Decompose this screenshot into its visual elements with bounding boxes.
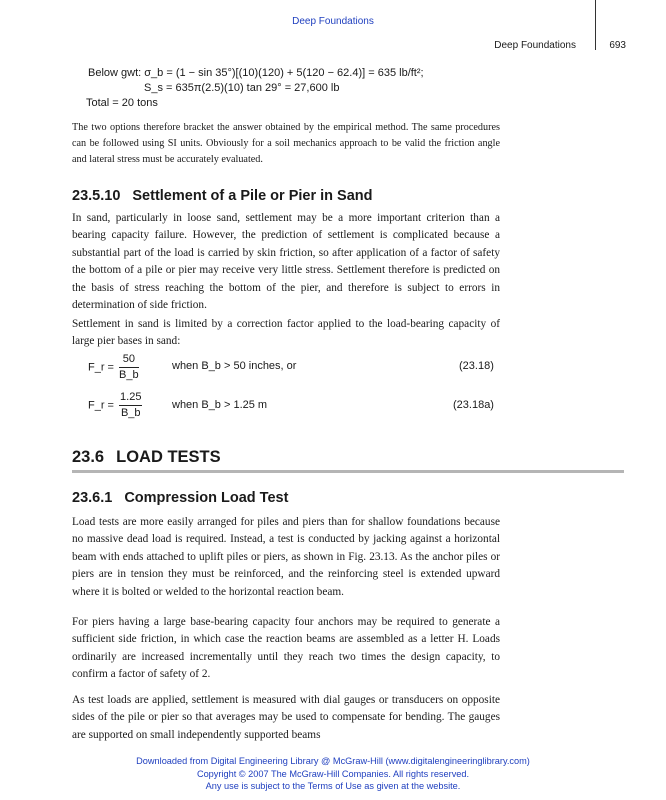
paragraph-settlement: In sand, particularly in loose sand, settlement may be a more important criterion than a bearing capacity failure. However, the prediction of settlement is complicated because a substantial part of the load is carried by skin friction, so after application of a factor of safety the bottom of a pile or pier may receive very little stress. Settlement therefore is predicted on the basis of stress reaching the bottom of the pier, and therefore is subject to errors in determination of side friction. bbox=[72, 212, 500, 312]
denominator: B_b bbox=[119, 369, 139, 381]
section-number: 23.5.10 bbox=[72, 188, 121, 204]
chapter-header: Deep Foundations bbox=[292, 16, 374, 27]
section-number: 23.6.1 bbox=[72, 490, 113, 506]
section-title: Compression Load Test bbox=[124, 490, 289, 506]
section-number: 23.6 bbox=[72, 448, 105, 466]
equation-23-18 bbox=[88, 352, 139, 383]
equation-23-18-condition: when B_b > 50 inches, or bbox=[172, 360, 297, 372]
equation-sigma-b bbox=[88, 67, 424, 79]
paragraph-correction: Settlement in sand is limited by a correction factor applied to the load-bearing capacity of large pier bases in sand: bbox=[72, 318, 500, 348]
equation-23-18-label: (23.18) bbox=[459, 360, 494, 372]
footer-download-line: Downloaded from Digital Engineering Library @ McGraw-Hill (www.digitalengineeringlibrary.com) bbox=[136, 756, 530, 766]
paragraph-large-piers: For piers having a large base-bearing capacity four anchors may be required to generate a sufficient side friction, in which case the reaction beams are assembled as a letter H. Loads ordinarily are increased incrementally until they reach two times the design capacity, to confirm a factor of safety of 2. bbox=[72, 616, 500, 681]
numerator: 1.25 bbox=[119, 390, 142, 406]
equation-23-18a-condition: when B_b > 1.25 m bbox=[172, 399, 268, 411]
sigma-b-expression: σ_b = (1 − sin 35°)[(10)(120) + 5(120 − 62.4)] = 635 lb/ft²; bbox=[144, 67, 424, 79]
footer bbox=[0, 755, 666, 793]
footer-terms-line: Any use is subject to the Terms of Use as given at the website. bbox=[205, 781, 461, 791]
section-heading-23-6 bbox=[72, 448, 221, 467]
section-title: LOAD TESTS bbox=[116, 448, 221, 466]
paragraph-load-tests: Load tests are more easily arranged for piles and piers than for shallow foundations because no massive dead load is required. Instead, a test is conducted by jacking against a horizontal beam with ends attached to uplift piles or piers, as shown in Fig. 23.13. As the anchor piles or piers are in tension they must be reinforced, and the reinforcing steel is extended upward where it is bolted or welded to the horizontal reaction beam. bbox=[72, 516, 500, 598]
header-divider bbox=[595, 0, 596, 50]
equation-total: Total = 20 tons bbox=[86, 97, 158, 109]
footer-copyright-line: Copyright © 2007 The McGraw-Hill Companies. All rights reserved. bbox=[196, 768, 470, 779]
fraction bbox=[119, 390, 142, 421]
section-heading-23-5-10 bbox=[72, 188, 373, 204]
fr-lhs: F_r = bbox=[88, 399, 114, 412]
numerator: 50 bbox=[119, 352, 139, 368]
denominator: B_b bbox=[120, 407, 141, 419]
paragraph-settlement-measure: As test loads are applied, settlement is measured with dial gauges or transducers on opposite sides of the pile or pier so that averages may be used to compensate for bending. The gauges are supported on small independently supported beams bbox=[72, 694, 500, 741]
equation-ss: S_s = 635π(2.5)(10) tan 29° = 27,600 lb bbox=[144, 82, 340, 94]
intro-paragraph: The two options therefore bracket the answer obtained by the empirical method. The same procedures can be followed using SI units. Obviously for a soil mechanics approach to be valid the friction angle and lateral stress must be accurately evaluated. bbox=[72, 122, 500, 165]
fraction bbox=[119, 352, 139, 383]
section-heading-23-6-1 bbox=[72, 490, 288, 506]
fr-lhs: F_r = bbox=[88, 361, 114, 374]
below-gwt-label: Below gwt: bbox=[88, 67, 142, 79]
equation-23-18a bbox=[88, 390, 142, 421]
equation-23-18a-label: (23.18a) bbox=[453, 399, 494, 411]
page-number: 693 bbox=[609, 40, 626, 51]
running-head: Deep Foundations bbox=[494, 40, 576, 51]
section-title: Settlement of a Pile or Pier in Sand bbox=[132, 188, 373, 204]
section-rule bbox=[72, 470, 624, 473]
